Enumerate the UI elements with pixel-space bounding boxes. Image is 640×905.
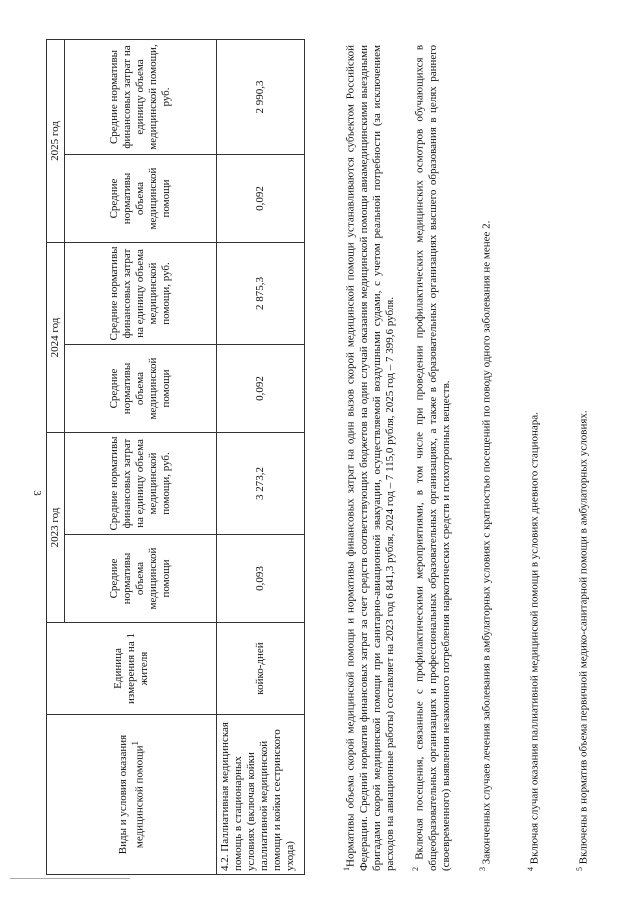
header-cost-2023: Средние нормативы финансовых затрат на единицу объема медицинской помощи, руб. bbox=[64, 433, 216, 535]
header-year-2024: 2024 год bbox=[47, 243, 65, 433]
rotated-page-content bbox=[46, 40, 632, 875]
header-volume-2025: Средние нормативы объема медицинской помощи bbox=[64, 155, 216, 243]
footnote-5: $^5$ Включены в норматив объема первичной медико-санитарной помощи в амбулаторных условиях. bbox=[575, 410, 590, 871]
header-volume-2024: Средние нормативы объема медицинской помощи bbox=[64, 345, 216, 433]
header-cost-2025: Средние нормативы финансовых затрат на единицу объема медицинской помощи, руб. bbox=[64, 40, 216, 155]
header-cost-2024: Средние нормативы финансовых затрат на единицу объема медицинской помощи, руб. bbox=[64, 243, 216, 345]
table-row bbox=[216, 40, 304, 875]
row-cost-2024: 2 875,3 bbox=[216, 243, 304, 345]
footnote-4: $^4$ Включая случаи оказания паллиативной медицинской помощи в условиях дневного стационара. bbox=[526, 412, 541, 871]
footnote-2: $^2$ Включая посещения, связанные с профилактическими мероприятиями, в том числе при проведении профилактических медицинских осмотров обучающихся в общеобразовательных организациях и профессиональных образовательных организациях, а также в образовательных организациях высшего образования в целях раннего (своевременного) выявления незаконного потребления наркотических средств и психотропных веществ. bbox=[411, 44, 453, 871]
header-year-2023: 2023 год bbox=[47, 433, 65, 623]
header-year-2025: 2025 год bbox=[47, 40, 65, 243]
row-volume-2025: 0,092 bbox=[216, 155, 304, 243]
row-cost-2023: 3 273,2 bbox=[216, 433, 304, 535]
page-number: 3 bbox=[30, 490, 43, 496]
footnote-3: $^3$ Законченных случаев лечения заболевания в амбулаторных условиях с кратностью посещений по поводу одного заболевания не менее 2. bbox=[478, 220, 493, 871]
row-cost-2025: 2 990,3 bbox=[216, 40, 304, 155]
edge-rule bbox=[10, 878, 130, 879]
row-kind: 4.2. Паллиативная медицинская помощь в стационарных условиях (включая койки паллиативной медицинской помощи и койки сестринского ухода) bbox=[216, 715, 304, 875]
header-kind: Виды и условия оказания медицинской помощи$^1$ bbox=[47, 715, 217, 875]
header-unit: Единица измерения на 1 жителя bbox=[47, 623, 217, 715]
table-header-row-years bbox=[47, 40, 65, 875]
row-unit: койко-дней bbox=[216, 623, 304, 715]
normatives-table bbox=[46, 39, 305, 875]
header-volume-2023: Средние нормативы объема медицинской помощи bbox=[64, 535, 216, 623]
row-volume-2024: 0,092 bbox=[216, 345, 304, 433]
row-volume-2023: 0,093 bbox=[216, 535, 304, 623]
footnote-1: $^1$Нормативы объема скорой медицинской помощи и нормативы финансовых затрат на один вызов скорой медицинской помощи устанавливаются субъектом Российской Федерации. Средний норматив финансовых затрат за счет средств соответствующих бюджетов на один случай оказания медицинской помощи авиамедицинскими выездными бригадами скорой медицинской помощи при санитарно-авиационной эвакуации, осуществляемой воздушными судами, с учетом реальной потребности (за исключением расходов на авиационные работы) составляет на 2023 год 6 841,3 рубля, 2024 год – 7 115,0 рубля, 2025 год – 7 399,6 рубля. bbox=[342, 45, 397, 871]
